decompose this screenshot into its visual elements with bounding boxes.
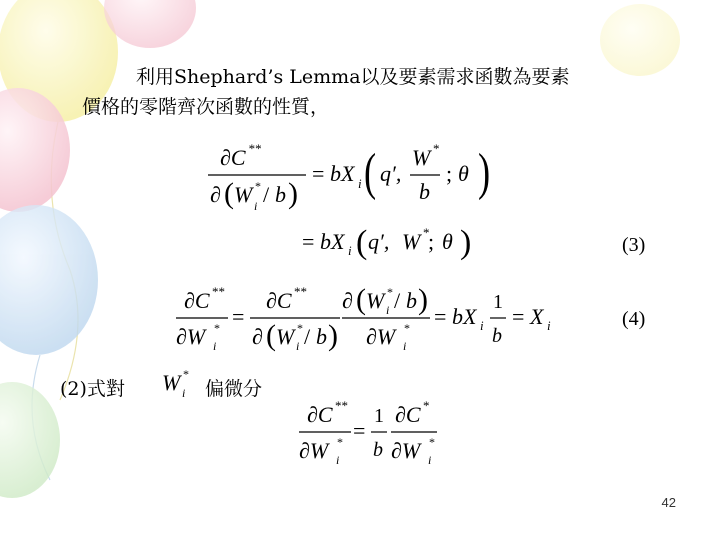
svg-text:*: * [423, 225, 430, 240]
svg-text:;: ; [428, 229, 435, 254]
svg-text:=: = [232, 304, 245, 329]
svg-text:=: = [353, 418, 366, 443]
svg-text:*: * [387, 285, 393, 299]
svg-text:(: ( [356, 283, 366, 316]
step-label: (2)式對 [60, 378, 125, 400]
equation-partial-wrt-ratio [200, 135, 500, 215]
svg-text:W: W [366, 288, 385, 313]
svg-text:bX: bX [320, 229, 345, 254]
svg-text:i: i [547, 318, 551, 333]
svg-text:∂C: ∂C [184, 288, 210, 313]
svg-text:): ) [478, 142, 491, 201]
svg-text:b: b [275, 182, 286, 207]
svg-text:W: W [234, 182, 253, 207]
balloon-pink-top [104, 0, 196, 48]
step-suffix: 偏微分 [205, 378, 263, 400]
equation-chain-rule [170, 280, 570, 352]
svg-text:i: i [182, 386, 186, 400]
svg-text:**: ** [248, 141, 261, 156]
intro-line-1: 利用Shephard’s Lemma以及要素需求函數為要素 [136, 66, 570, 88]
svg-text:W: W [276, 324, 295, 349]
balloon-green [0, 382, 60, 498]
svg-text:): ) [328, 319, 338, 352]
equation-number-4: (4) [622, 308, 646, 330]
svg-text:i: i [336, 453, 340, 467]
svg-text:): ) [418, 283, 428, 316]
svg-text:∂W: ∂W [391, 438, 421, 463]
svg-text:∂W: ∂W [299, 438, 329, 463]
svg-text:): ) [460, 224, 472, 261]
svg-text:θ: θ [442, 229, 453, 254]
svg-text:i: i [254, 199, 258, 213]
svg-text:**: ** [212, 284, 225, 299]
svg-text:i: i [428, 453, 432, 467]
equation-homogeneity-step [300, 222, 500, 262]
svg-text:=: = [312, 161, 325, 186]
svg-text:∂W: ∂W [366, 324, 396, 349]
intro-text [82, 62, 672, 122]
svg-text:/: / [263, 182, 270, 207]
svg-text:∂C: ∂C [220, 145, 246, 170]
svg-text:(: ( [364, 142, 377, 201]
svg-text:q′,: q′, [380, 161, 402, 186]
svg-text:*: * [337, 435, 343, 449]
svg-text:1: 1 [374, 405, 384, 427]
svg-text:=: = [512, 304, 525, 329]
svg-text:W: W [162, 370, 181, 395]
equation-result [295, 396, 455, 468]
svg-text:(: ( [224, 177, 234, 210]
equation-number-3: (3) [622, 234, 646, 256]
svg-text:b: b [492, 325, 502, 347]
svg-text:*: * [423, 398, 430, 413]
svg-text:∂C: ∂C [395, 402, 421, 427]
svg-text:i: i [296, 339, 300, 352]
svg-text:(: ( [356, 224, 368, 261]
svg-text:*: * [214, 321, 220, 335]
svg-text:(: ( [266, 319, 276, 352]
svg-text:W: W [402, 229, 421, 254]
svg-text:*: * [255, 179, 261, 193]
svg-text:b: b [373, 439, 383, 461]
variable-wi-star [162, 364, 196, 404]
svg-text:∂: ∂ [342, 288, 353, 313]
page-number: 42 [661, 495, 676, 510]
svg-text:b: b [406, 288, 417, 313]
svg-text:;: ; [446, 161, 453, 186]
svg-text:q′,: q′, [368, 229, 390, 254]
svg-text:b: b [419, 179, 430, 204]
svg-text:∂: ∂ [210, 182, 221, 207]
svg-text:*: * [433, 141, 440, 156]
svg-text:i: i [480, 318, 484, 333]
svg-text:∂C: ∂C [307, 402, 333, 427]
intro-line-2: 價格的零階齊次函數的性質， [82, 96, 330, 118]
svg-text:**: ** [335, 398, 348, 413]
svg-text:bX: bX [452, 304, 477, 329]
svg-text:i: i [348, 243, 352, 258]
svg-text:∂W: ∂W [176, 324, 206, 349]
svg-text:/: / [394, 288, 401, 313]
svg-text:b: b [316, 324, 327, 349]
svg-text:*: * [404, 321, 410, 335]
svg-text:/: / [304, 324, 311, 349]
svg-text:*: * [183, 367, 189, 381]
svg-text:X: X [530, 304, 544, 329]
svg-text:*: * [429, 435, 435, 449]
svg-text:bX: bX [330, 161, 355, 186]
svg-text:*: * [297, 321, 303, 335]
svg-text:=: = [302, 229, 315, 254]
svg-text:W: W [412, 145, 431, 170]
svg-text:i: i [358, 176, 362, 191]
svg-text:i: i [403, 339, 407, 352]
svg-text:**: ** [294, 284, 307, 299]
svg-text:=: = [434, 304, 447, 329]
svg-text:∂C: ∂C [266, 288, 292, 313]
svg-text:∂: ∂ [252, 324, 263, 349]
svg-text:i: i [386, 303, 390, 317]
svg-text:θ: θ [458, 161, 469, 186]
svg-text:i: i [213, 339, 217, 352]
svg-text:): ) [288, 177, 298, 210]
svg-text:1: 1 [493, 291, 503, 313]
